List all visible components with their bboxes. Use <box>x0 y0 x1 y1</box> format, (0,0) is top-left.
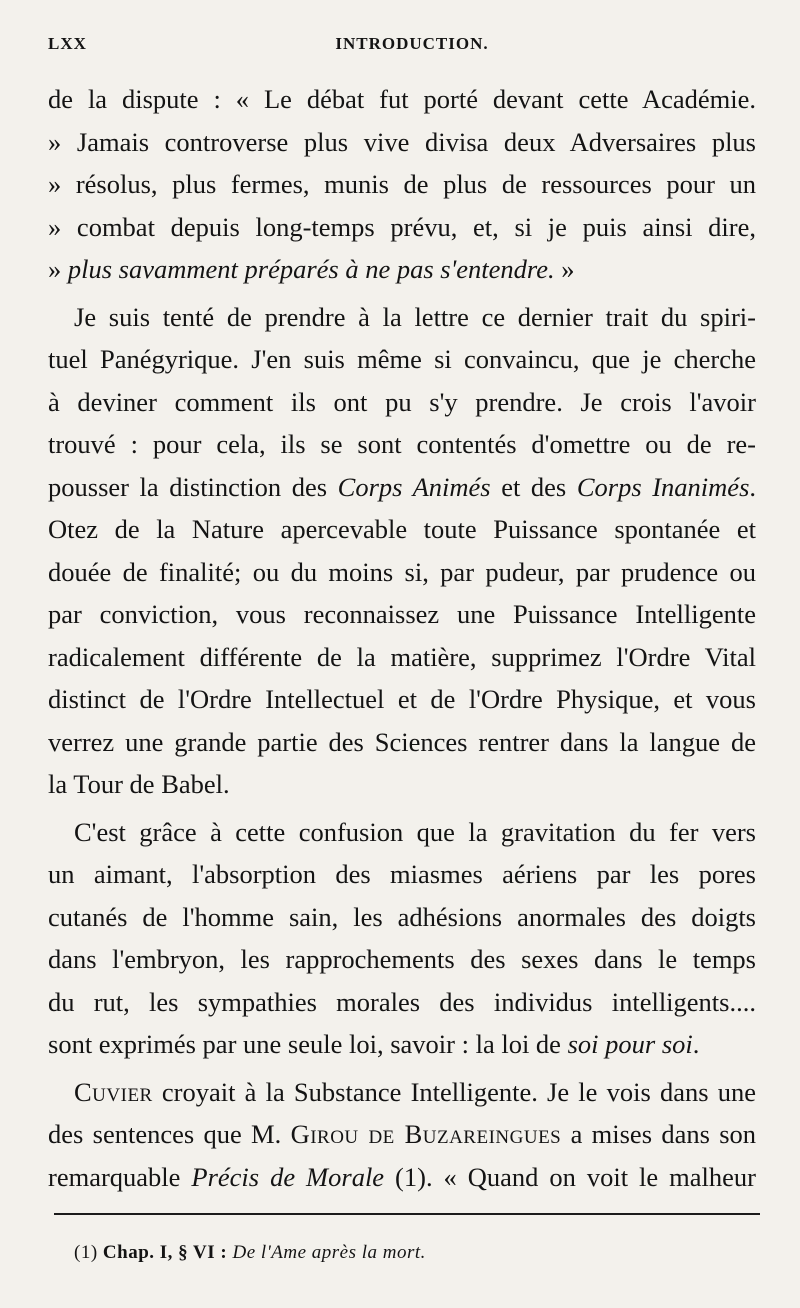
smallcaps-girou: Girou de Buzareingues <box>290 1119 562 1149</box>
smallcaps-cuvier: Cuvier <box>74 1076 153 1107</box>
text-line: Je suis tenté de prendre à la lettre ce dernier trait du spiri- <box>74 301 756 332</box>
running-title: INTRODUCTION. <box>335 34 489 53</box>
footnote-reference: Chap. I, § VI : <box>102 1242 228 1263</box>
paragraph-3 <box>48 811 756 1066</box>
text-line-corps: pousser la distinction des Corps Animés et des Corps Inanimés. <box>48 471 757 502</box>
text-line: » combat depuis long-temps prévu, et, si je puis ainsi dire, <box>48 211 756 242</box>
text-line: distinct de l'Ordre Intellectuel et de l'Ordre Physique, et vous <box>48 684 756 714</box>
italic-corps-inanimes: Corps Inanimés <box>576 471 750 502</box>
text-line: par conviction, vous reconnaissez une Puissance Intelligente <box>48 599 756 629</box>
footnote-divider <box>54 1213 760 1215</box>
text-line-cuvier: Cuvier croyait à la Substance Intelligente. Je le vois dans une <box>74 1076 756 1107</box>
paragraph-4 <box>48 1071 756 1199</box>
text-line: à deviner comment ils ont pu s'y prendre. Je crois l'avoir <box>48 386 756 417</box>
footnote <box>74 1242 756 1264</box>
italic-quote: plus savamment préparés à ne pas s'entendre. <box>67 254 555 284</box>
text-line: du rut, les sympathies morales des individus intelligents.... <box>48 986 756 1017</box>
footnote-title: De l'Ame après la mort. <box>232 1242 426 1263</box>
text-line: de la dispute : « Le débat fut porté devant cette Académie. <box>48 84 756 114</box>
text-line-girou: des sentences que M. Girou de Buzareingues a mises dans son <box>48 1119 757 1149</box>
text-line: Otez de la Nature apercevable toute Puissance spontanée et <box>48 514 756 544</box>
text-line: tuel Panégyrique. J'en suis même si convaincu, que je cherche <box>48 344 756 374</box>
text-line: verrez une grande partie des Sciences rentrer dans la langue de <box>48 726 756 757</box>
footnote-marker: (1) <box>74 1242 98 1263</box>
text-line-soi: sont exprimés par une seule loi, savoir : la loi de soi pour soi. <box>48 1029 700 1059</box>
text-line: un aimant, l'absorption des miasmes aériens par les pores <box>48 859 756 889</box>
body-text <box>48 78 756 1198</box>
text-line: la Tour de Babel. <box>48 769 230 799</box>
text-line: C'est grâce à cette confusion que la gravitation du fer vers <box>74 816 756 847</box>
italic-precis: Précis de Morale <box>191 1161 385 1192</box>
paragraph-1 <box>48 78 756 291</box>
italic-corps-animes: Corps Animés <box>337 471 491 502</box>
page-number: LXX <box>48 34 87 53</box>
text-line: » Jamais controverse plus vive divisa deux Adversaires plus <box>48 126 756 157</box>
running-head <box>48 34 756 58</box>
text-line: radicalement différente de la matière, supprimez l'Ordre Vital <box>48 641 756 672</box>
text-line: dans l'embryon, les rapprochements des sexes dans le temps <box>48 944 756 974</box>
text-line: douée de finalité; ou du moins si, par pudeur, par prudence ou <box>48 556 756 587</box>
text-line: trouvé : pour cela, ils se sont contentés d'omettre ou de re- <box>48 429 756 459</box>
text-line: cutanés de l'homme sain, les adhésions anormales des doigts <box>48 901 756 932</box>
text-line: » résolus, plus fermes, munis de plus de ressources pour un <box>48 169 756 199</box>
text-line-quote: » plus savamment préparés à ne pas s'entendre. » <box>48 254 575 284</box>
italic-soi-pour-soi: soi pour soi <box>567 1029 693 1059</box>
paragraph-2 <box>48 296 756 806</box>
text-line-precis: remarquable Précis de Morale (1). « Quand on voit le malheur <box>48 1161 756 1192</box>
